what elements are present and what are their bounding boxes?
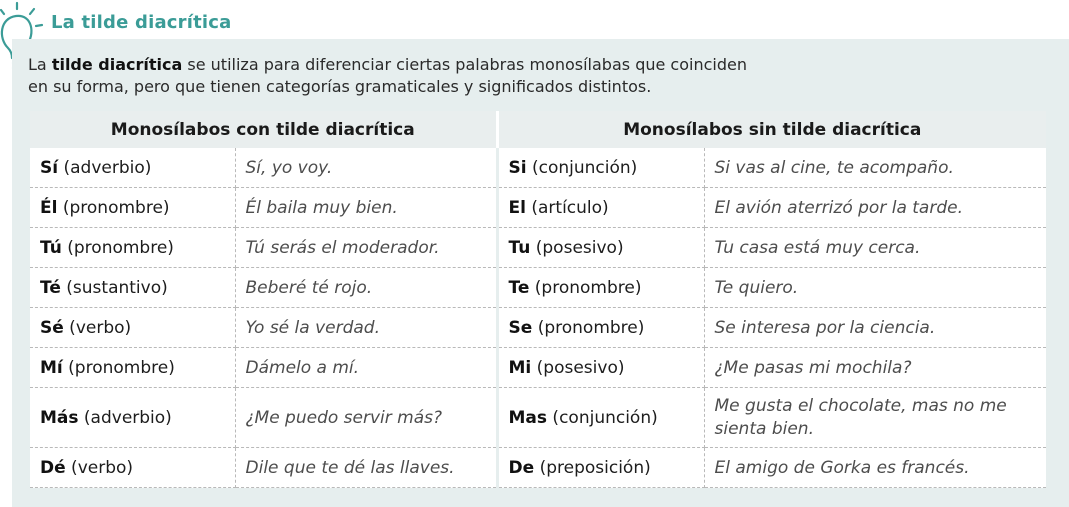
- accented-word-cell: [30, 308, 235, 348]
- word-category: (pronombre): [532, 317, 645, 338]
- accented-word-cell: [30, 388, 235, 448]
- word-category: (pronombre): [57, 197, 170, 218]
- word-category: (conjunción): [526, 157, 638, 178]
- unaccented-word: De: [508, 457, 535, 478]
- accented-example: Beberé té rojo.: [235, 268, 497, 308]
- table-row: [30, 148, 1046, 188]
- header-with-tilde: Monosílabos con tilde diacrítica: [30, 111, 497, 148]
- unaccented-word: Si: [508, 157, 527, 178]
- word-category: (adverbio): [78, 407, 172, 428]
- word-category: (sustantivo): [60, 277, 168, 298]
- accented-example: Tú serás el moderador.: [235, 228, 497, 268]
- word-category: (posesivo): [530, 237, 624, 258]
- unaccented-example: El amigo de Gorka es francés.: [704, 448, 1046, 488]
- unaccented-example: ¿Me pasas mi mochila?: [704, 348, 1046, 388]
- table-header-row: [30, 111, 1046, 148]
- table-row: [30, 188, 1046, 228]
- accented-example: Sí, yo voy.: [235, 148, 497, 188]
- accented-word: Té: [40, 277, 61, 298]
- accented-word: Tú: [40, 237, 62, 258]
- unaccented-example: Se interesa por la ciencia.: [704, 308, 1046, 348]
- unaccented-word-cell: [497, 268, 704, 308]
- accented-example: Dile que te dé las llaves.: [235, 448, 497, 488]
- unaccented-word-cell: [497, 308, 704, 348]
- unaccented-word: Mi: [508, 357, 532, 378]
- table-row: [30, 308, 1046, 348]
- accented-word-cell: [30, 188, 235, 228]
- word-category: (verbo): [63, 317, 132, 338]
- word-category: (pronombre): [62, 357, 175, 378]
- unaccented-word-cell: [497, 348, 704, 388]
- word-category: (preposición): [534, 457, 651, 478]
- page-title: La tilde diacrítica: [51, 12, 232, 33]
- word-category: (artículo): [525, 197, 609, 218]
- accented-word-cell: [30, 448, 235, 488]
- accented-word: Mí: [40, 357, 63, 378]
- accented-word-cell: [30, 348, 235, 388]
- accented-word: Sé: [40, 317, 64, 338]
- header-without-tilde: Monosílabos sin tilde diacrítica: [497, 111, 1046, 148]
- accented-word: Sí: [40, 157, 59, 178]
- word-category: (posesivo): [531, 357, 625, 378]
- unaccented-example: Tu casa está muy cerca.: [704, 228, 1046, 268]
- word-category: (pronombre): [61, 237, 174, 258]
- accented-word: Más: [40, 407, 79, 428]
- table-row: [30, 228, 1046, 268]
- unaccented-word-cell: [497, 448, 704, 488]
- unaccented-word: Te: [508, 277, 530, 298]
- unaccented-example: El avión aterrizó por la tarde.: [704, 188, 1046, 228]
- intro-term: tilde diacrítica: [51, 55, 183, 74]
- table-row: [30, 448, 1046, 488]
- table-row: [30, 268, 1046, 308]
- unaccented-word: Se: [508, 317, 533, 338]
- accented-word-cell: [30, 268, 235, 308]
- word-category: (verbo): [65, 457, 134, 478]
- unaccented-example: Si vas al cine, te acompaño.: [704, 148, 1046, 188]
- unaccented-word: Tu: [508, 237, 531, 258]
- intro-paragraph: La tilde diacrítica se utiliza para diferenciar ciertas palabras monosílabas que coinciden en su forma, pero que tienen categorías gramaticales y significados distintos.: [28, 55, 747, 96]
- word-category: (adverbio): [58, 157, 152, 178]
- unaccented-word-cell: [497, 228, 704, 268]
- table-row: [30, 348, 1046, 388]
- accented-example: Dámelo a mí.: [235, 348, 497, 388]
- unaccented-word: Mas: [508, 407, 548, 428]
- accented-word: Él: [40, 197, 58, 218]
- accented-word-cell: [30, 228, 235, 268]
- accented-example: ¿Me puedo servir más?: [235, 388, 497, 448]
- accented-example: Yo sé la verdad.: [235, 308, 497, 348]
- unaccented-word-cell: [497, 388, 704, 448]
- unaccented-word-cell: [497, 188, 704, 228]
- unaccented-example: Me gusta el chocolate, mas no me sienta bien.: [704, 388, 1046, 448]
- unaccented-word-cell: [497, 148, 704, 188]
- diacritic-table: [30, 111, 1046, 488]
- word-category: (pronombre): [529, 277, 642, 298]
- accented-word-cell: [30, 148, 235, 188]
- accented-example: Él baila muy bien.: [235, 188, 497, 228]
- unaccented-example: Te quiero.: [704, 268, 1046, 308]
- table-row: [30, 388, 1046, 448]
- word-category: (conjunción): [547, 407, 658, 428]
- unaccented-word: El: [508, 197, 526, 218]
- accented-word: Dé: [40, 457, 66, 478]
